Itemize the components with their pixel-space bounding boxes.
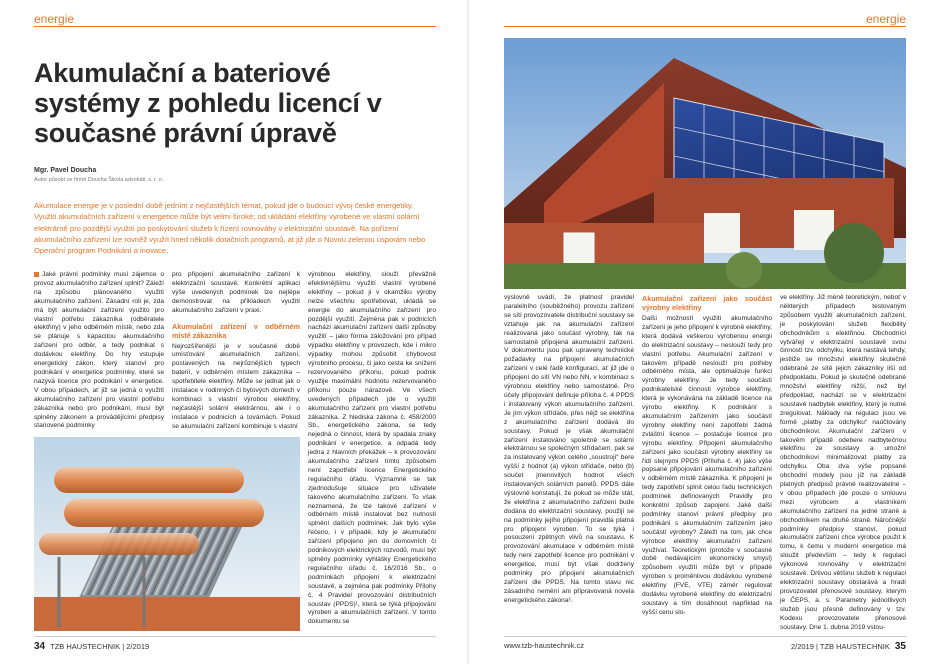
start-marker-icon [34,272,39,277]
left-column-3 [308,271,436,627]
left-col1-text: Jaké právní podmínky musí zájemce o provoz akumulačního zařízení splnit? Záleží na způsobu plánovaného využití akumulačního zařízení. Zásadní roli je, zda má být akumulační zařízení využito pro vlastní potřebu zákazníka (odběratele elektřiny) v jeho odběrném místě, nebo zda se plánuje s kapacitou akumulačního zařízení pro odběr, a tedy podnikat s dodávkou elektřiny. Do hry vstupuje energetický zákon, který stanoví pro podnikání v energetice podmínky, které se nazývá licence pro podnikání v energetice. V obou případech, ať již se jedná o využití akumulačního zařízení pro vlastní potřebu zákazníka nebo pro podnikání, musí být splněny zákonem a provádějícími předpisy stanovené podmínky [34,271,164,430]
page-number-left: 34 [34,641,46,652]
solar-water-heater-image [34,437,300,631]
footer-left-text: TZB HAUSTECHNIK | 2/2019 [50,642,150,651]
solar-water-heater-photo [34,437,300,631]
footer-rule-right [504,636,906,637]
right-col2-subhead: Akumulační zařízení jako součást výrobny elektřiny [642,294,772,312]
section-label: energie [34,12,75,26]
right-column-3 [780,294,906,632]
right-page [470,0,940,664]
right-column-1 [504,294,634,606]
left-column-1 [34,271,164,431]
house-solar-photo [504,38,906,289]
section-label-right: energie [865,12,906,26]
left-col2-subhead: Akumulační zařízení v odběrném místě zákazníka [172,321,300,340]
left-col2b-text: Nejrozšířenější je v současné době umísťování akumulačních zařízení, postavených na nejrůznějších typech baterií, v odběrném místem zákazníka – spotřebitele elektřiny. Může se jednat jak o instalace v rodinných či bytových domech v kombinaci s vlastní výrobou elektřiny, nejčastější solární elektrárnou, ale i o instalace v podnicích a továrnách. Pokud se akumulační zařízení kombinuje s vlastní [172,342,300,430]
section-rule [34,26,436,27]
left-column-2 [172,271,300,432]
right-column-2 [642,294,772,618]
right-col2-text: Další možností využití akumulačního zařízení je jeho připojení k výrobně elektřiny, která dodává veškerou vyrobenou energii do elektrizační soustavy – neslouží tedy pro vlastní potřebu. Akumulační zařízení v takovém případě neslouží pro potřeby odběrného místa, ale optimalizuje funkci výrobny elektřiny. Je tedy součástí podnikatelské činnosti výrobce elektřiny, která je vykonávána na základě licence na výrobu elektřiny. K podnikání s akumulačním zařízením jako součástí výrobny elektřiny není zapotřebí žádná zvláštní licence – postačuje licence pro výrobu elektřiny. Připojení akumulačního zařízení jako součásti výrobny elektřiny se řídí stejnými PPDS (Příloha č. 4) jako výše popsané připojování akumulačního zařízení v odběrném místě zákazníka. K připojení je tedy zapotřebí splnit celou řadu technických podmínek definovaných Pravidly pro konkrétní způsob zapojení. Jaké další podmínky stanoví právní předpisy pro podnikání s akumulačním zařízením jako součástí výrobny? Záleží na tom, jak chce výrobce elektřiny akumulační zařízení využívat. Teoretickým (protože v současné době nedávajícím ekonomický smysl) způsobem využití může být v případě výroben s proměnlivou dodávkou vyrobené elektřiny (FVE, VTE) záměr regulovat dodávku vyrobené elektřiny do elektrizační soustavy a tím dosáhnout například na vyšší cenu slo- [642,315,772,616]
house-solar-image [504,38,906,289]
left-col3-text: výrobnou elektřiny, slouží převážně efektivnějšímu využití vlastní vyrobené elektřiny – pokud ji v okamžiku výroby nelze všechnu spotřebovat, ukládá se energie do akumulačního zařízení pro pozdější využití. Zejména pak v podnicích nachází akumulační zařízení další způsoby využití – jako forma záložování pro případ výpadku elektřiny v provozech, kde i mikro výpadky mohou způsobit chybovost výrobního procesu, či jako cesta ke snížení rezervovaného příkonu, pokud podnik využije maximální hodnotu rezervovaného příkonu pouze nárazově. Ve všech uvedených případech jde o využití akumulačního zařízení pro vlastní potřebu zákazníka. Z hlediska zákona č. 458/2000 Sb., energetického zákona, se tedy nejedná o činnost, která by spadala znaky podnikání v energetice, a odpadá tedy jedna z hlavních překážek – k provozování akumulačního zařízení tímto způsobem není zapotřebí licence Energetického regulačního úřadu. Významně se tak zjednodušuje situace pro uživatele takového akumulačního zařízení. To však neznamená, že lze takové zařízení v odběrném místě instalovat bez nutnosti splnění dalších podmínek. Jak bylo výše řečeno, i v případě, kdy je akumulační zařízení připojeno jen do domovních či podnikových elektrických rozvodů, musí být splněny podmínky vyhlášky Energetického regulačního úřadu č. 16/2016 Sb., o podmínkách připojení k elektrizační soustavě, a zejména pak podmínky Přílohy č. 4 Pravidel provozování distribučních soustav (PPDS)¹, která se týká připojování výroben a akumulačních zařízení. V tomto dokumentu se [308,271,436,626]
section-rule-right [504,26,906,27]
article-lead: Akumulace energie je v poslední době jedním z nejčastějších témat, pokud jde o budoucí vývoj české energetiky. Využití akumulačních zařízení v energetice může být velmi široké; od ukládání elektřiny vyrobené ve vlastní solární elektrárně pro pozdější využití po poskytování služeb k řízení rovnováhy v elektrizační soustavě. Na pořízení akumulačního zařízení lze rovněž využít hned několik dotačních programů, at již jde o Novou zelenou úsporám nebo Operační program Podnikání a inovace. [34,201,426,256]
right-col1-text: výslovně uvádí, že platnost pravidel paralelního (souběžného) provozu zařízení se sítí provozovatele distribuční soustavy se vztahuje jak na akumulační zařízení realizovaná jako součást výrobny, tak na samostatně připojená akumulační zařízení. V dokumentu jsou pak upraveny technické požadavky na připojení akumulačních zařízení v celé řadě konfigurací, ať již jde o připojení do sítí VN nebo NN, v kombinaci s výrobnou elektřiny nebo samostatně. Pro účely připojování definuje příloha č. 4 PPDS i instalovaný výkon akumulačního zařízení. Je jím výkon střídače, přes nějž se elektřina z akumulačního zařízení dodává do soustavy. Pokud je však akumulační zařízení instalováno společně se solární elektrárnou se společným střídačem, pak se za instalovaný výkon celého „soustrojí“ bere vyšší z hodnot (a) výkon střídače, nebo (b) součet jmenovitých hodnot všech instalovaných solárních panelů. PPDS dále výslovně konstatují, že pokud se může stát, že elektřina z akumulačního zařízení bude dodána do elektrizační soustavy, použijí se na podmínky jejího připojení pravidla platná pro připojení výroben. To se týká i posouzení zpětných vlivů na soustavu. K provozování akumulace v odběrném místě tedy není zapotřebí licence pro podnikání v energetice, musí být však dodrženy podmínky pro připojení akumulačních zařízení dle PPDS. Na tomto stavu nic zásadního nemění ani připravovaná novela energetického zákona². [504,294,634,604]
footer-right [791,641,906,652]
left-col2a-text: pro připojení akumulačního zařízení k elektrizační soustavě. Konkrétní aplikaci výše uvedených podmínek lze nejlépe demonstrovat na příkladech využití akumulačního zařízení v praxi. [172,271,300,314]
page-number-right: 35 [894,641,906,652]
footer-left [34,641,149,652]
footer-right-text: 2/2019 | TZB HAUSTECHNIK [790,642,890,651]
right-col3-text: ve elektřiny. Již méně teoretickým, neboť v některých případech testovaným způsobem využití akumulačních zařízení, je poskytování služeb flexibility obchodníkům s elektřinou. Obchodníci vytvářejí v elektrizační soustavě svou činností tzv. odchylku, která nastává tehdy, jestliže se množství elektřiny skutečně odebrané ze sítě jejich zákazníky liší od předpokladu. Pokud je skutečně odebrané množství elektřiny nižší, než byl předpoklad, nachází se v elektrizační soustavě nadbytek elektřiny, který je nutné zregulovat. Náklady na regulaci jsou ve formě „platby za odchylku“ naúčtovány obchodníkovi. Akumulační zařízení v takovém případě odebere nadbytečnou elektřinu ze soustavy a umožní obchodníkovi minimalizovat platby za odchylku. Oba dva výše popsané obchodní modely jsou již na základě platných předpisů právně realizovatelné – v obou případech jde pouze o smlouvu mezi výrobcem a vlastníkem akumulačního zařízení na jedné straně a obchodníkem na druhé straně. Náročnější podmínky předpisy stanoví, pokud akumulační zařízení chce výrobce použít k tomu, k čemu v moderní energetice má sloužit především – tedy k regulaci výkonové rovnováhy v elektrizační soustavě. Drtivou většinu služeb k regulaci elektrizační soustavy obstarává a hradí provozovatel přenosové soustavy, kterým je ČEPS, a. s. Parametry jednotlivých služeb jsou přesně definovány v tzv. Kodexu provozovatele přenosové soustavy. Dne 1. dubna 2019 vstou- [780,294,906,631]
footer-url: www.tzb-haustechnik.cz [504,641,585,650]
footer-rule-left [34,636,436,637]
author-name: Mgr. Pavel Doucha [34,167,97,174]
author-note: Autor působí ve firmě Doucha Šikola advokáti, s. r. o. [34,177,164,183]
article-title: Akumulační a bateriové systémy z pohledu licencí v současné právní úpravě [34,58,382,148]
